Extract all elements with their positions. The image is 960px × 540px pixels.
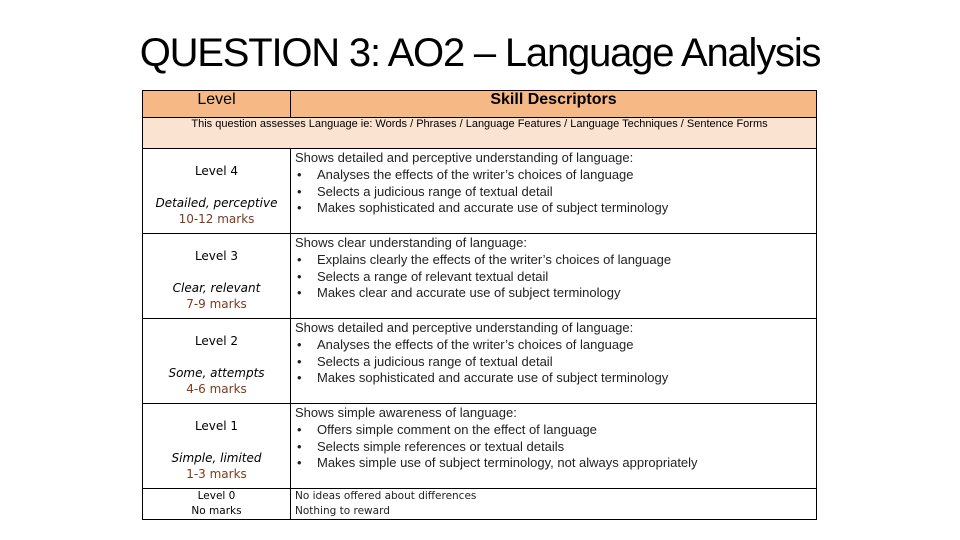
skill-descriptors-header: Skill Descriptors (291, 91, 817, 118)
level-descriptor: Detailed, perceptive (155, 196, 278, 210)
list-item: • Makes sophisticated and accurate use of subject terminology (295, 200, 816, 217)
level-name: Level 3 (194, 249, 239, 263)
skill-bullet-list (295, 252, 816, 302)
level-marks: 4-6 marks (186, 382, 247, 396)
level-name: Level 1 (194, 419, 239, 433)
level-cell (143, 404, 291, 489)
list-item: • Analyses the effects of the writer’s choices of language (295, 167, 816, 184)
level-cell (143, 234, 291, 319)
subheader-row (143, 118, 817, 149)
table-row (143, 404, 817, 489)
skill-intro: Shows simple awareness of language: (295, 405, 517, 420)
level-cell (143, 149, 291, 234)
level-descriptor: Some, attempts (168, 366, 265, 380)
skill-intro: Shows detailed and perceptive understanding of language: (295, 150, 634, 165)
list-item: • Selects a judicious range of textual detail (295, 184, 816, 201)
assessment-focus-note: This question assesses Language ie: Words / Phrases / Language Features / Language Techniques / Sentence Forms (143, 118, 817, 149)
skill-bullet-list (295, 422, 816, 472)
header-row (143, 91, 817, 118)
skill-intro: Shows clear understanding of language: (295, 235, 527, 250)
list-item: • Explains clearly the effects of the writer’s choices of language (295, 252, 816, 269)
skill-bullet-list (295, 337, 816, 387)
level-descriptor: Simple, limited (171, 451, 262, 465)
skill-intro: Shows detailed and perceptive understanding of language: (295, 320, 634, 335)
level-name: Level 2 (194, 334, 239, 348)
skill-line: No ideas offered about differences (295, 490, 477, 502)
mark-scheme-table (142, 90, 817, 520)
skill-cell (291, 149, 817, 234)
skill-cell (291, 234, 817, 319)
level-cell (143, 319, 291, 404)
level-marks: 7-9 marks (186, 297, 247, 311)
level-marks: 1-3 marks (186, 467, 247, 481)
level-name: Level 0 (197, 490, 236, 502)
page-title: QUESTION 3: AO2 – Language Analysis (139, 31, 821, 75)
list-item: • Selects a judicious range of textual detail (295, 354, 816, 371)
skill-cell (291, 404, 817, 489)
skill-cell (291, 319, 817, 404)
list-item: • Selects simple references or textual details (295, 439, 816, 456)
list-item: • Selects a range of relevant textual detail (295, 269, 816, 286)
list-item: • Makes clear and accurate use of subject terminology (295, 285, 816, 302)
level-descriptor: Clear, relevant (172, 281, 261, 295)
skill-bullet-list (295, 167, 816, 217)
list-item: • Offers simple comment on the effect of language (295, 422, 816, 439)
level-header: Level (143, 91, 291, 118)
list-item: • Makes simple use of subject terminology, not always appropriately (295, 455, 816, 472)
level-marks: 10-12 marks (178, 212, 255, 226)
table-row (143, 149, 817, 234)
table-row (143, 319, 817, 404)
table-row (143, 489, 817, 520)
skill-line: Nothing to reward (295, 505, 390, 517)
level-cell (143, 489, 291, 520)
list-item: • Analyses the effects of the writer’s choices of language (295, 337, 816, 354)
table-row (143, 234, 817, 319)
list-item: • Makes sophisticated and accurate use of subject terminology (295, 370, 816, 387)
skill-cell (291, 489, 817, 520)
level-marks: No marks (191, 505, 242, 517)
level-name: Level 4 (194, 164, 239, 178)
